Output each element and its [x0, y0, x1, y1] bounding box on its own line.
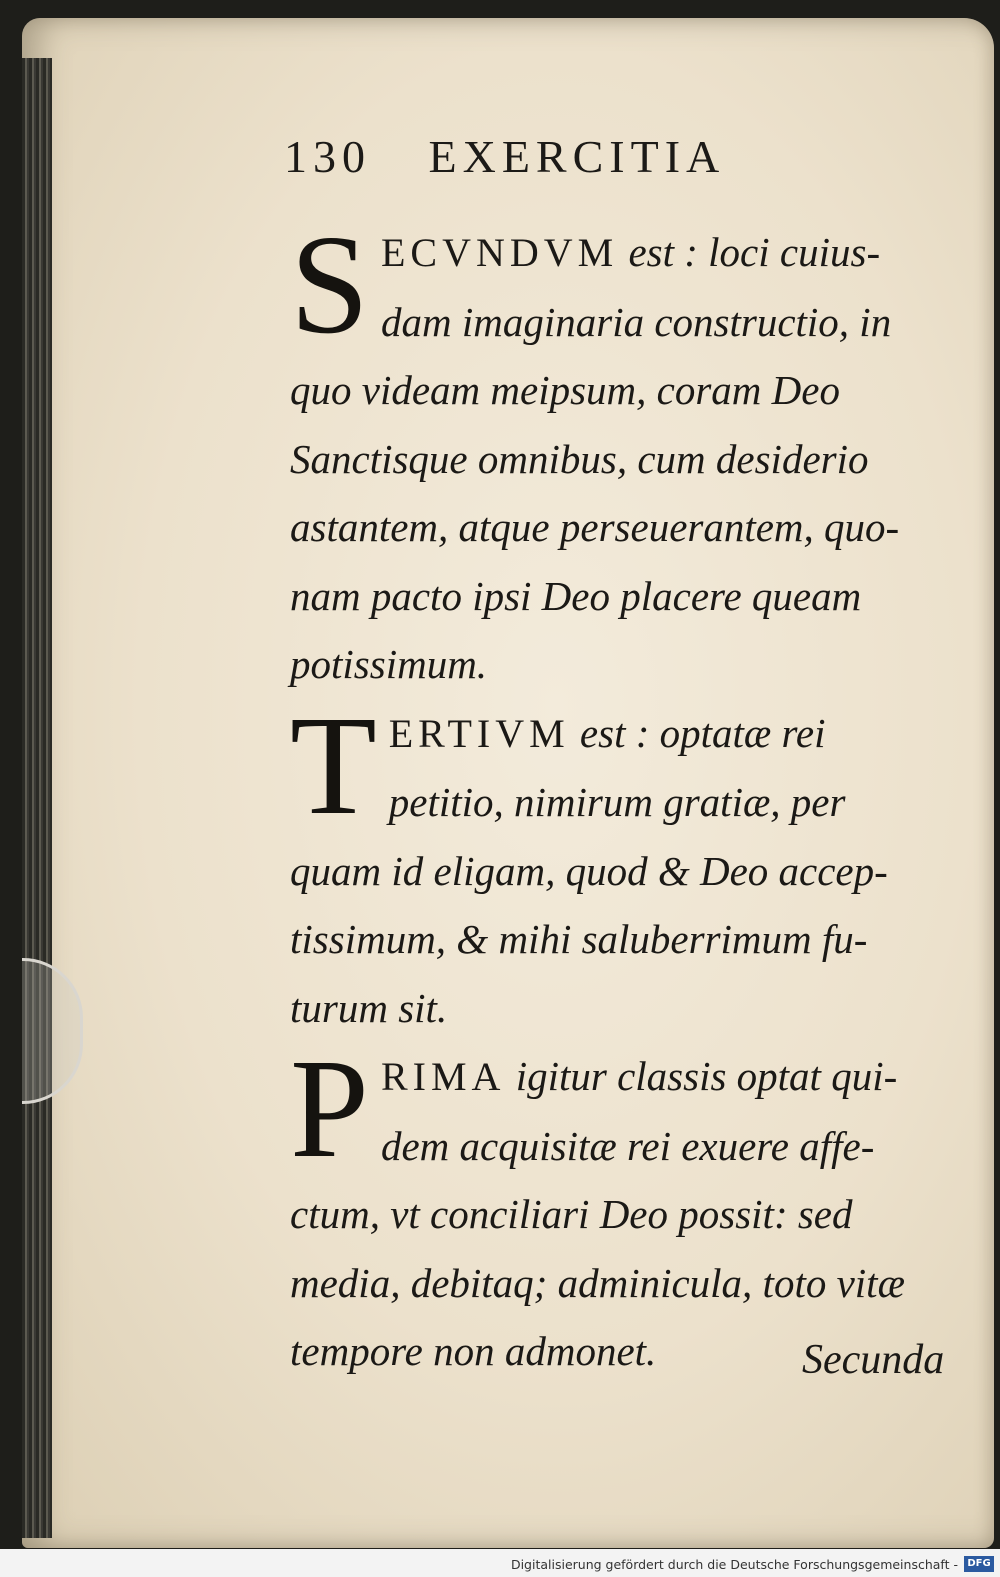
- body-text: [290, 205, 980, 1386]
- drop-cap: P: [290, 1029, 369, 1187]
- digitization-footer: [0, 1549, 1000, 1577]
- drop-cap: S: [290, 205, 369, 363]
- running-head: EXERCITIA: [428, 131, 726, 182]
- text-line: tempore non admonet.: [290, 1328, 657, 1374]
- running-header: [284, 130, 725, 183]
- text-line: quo videam meipsum, coram Deo: [290, 367, 840, 413]
- text-line: petitio, nimirum gratiæ, per: [388, 779, 846, 825]
- paragraph-lead: ERTIVM: [388, 710, 570, 756]
- page-number: 130: [284, 131, 371, 182]
- text-line: est : optatæ rei: [579, 709, 826, 756]
- text-line: Sanctisque omnibus, cum desiderio: [290, 435, 869, 482]
- text-line: dem acquisitæ rei exuere affe-: [380, 1122, 875, 1169]
- text-line: astantem, atque perseuerantem, quo-: [290, 504, 900, 550]
- paragraph-tertium: [290, 685, 980, 1043]
- text-line: dam imaginaria constructio, in: [380, 298, 892, 345]
- text-line: est : loci cuius-: [628, 229, 881, 275]
- text-line: igitur classis optat qui-: [515, 1053, 898, 1099]
- catchword: Secunda: [802, 1337, 945, 1383]
- paragraph-lead: ECVNDVM: [380, 230, 619, 275]
- paper-clip: [22, 958, 83, 1104]
- dfg-logo-icon: DFG: [964, 1556, 994, 1572]
- footer-credit: Digitalisierung gefördert durch die Deutsche Forschungsgemeinschaft -: [510, 1557, 958, 1572]
- book-page: [22, 18, 994, 1548]
- text-line: quam id eligam, quod & Deo accep-: [290, 847, 888, 894]
- page-edges: [22, 58, 52, 1538]
- text-line: ctum, vt conciliari Deo possit: sed: [290, 1191, 853, 1237]
- text-line: nam pacto ipsi Deo placere queam: [290, 572, 862, 619]
- paragraph-lead: RIMA: [380, 1054, 506, 1099]
- drop-cap: T: [290, 685, 377, 844]
- paragraph-secundum: [290, 205, 980, 699]
- text-line: media, debitaq; adminicula, toto vitæ: [290, 1259, 905, 1306]
- text-line: tissimum, & mihi saluberrimum fu-: [290, 916, 868, 962]
- text-line: potissimum.: [290, 641, 488, 687]
- text-line: turum sit.: [290, 984, 448, 1031]
- paragraph-prima: [290, 1029, 980, 1386]
